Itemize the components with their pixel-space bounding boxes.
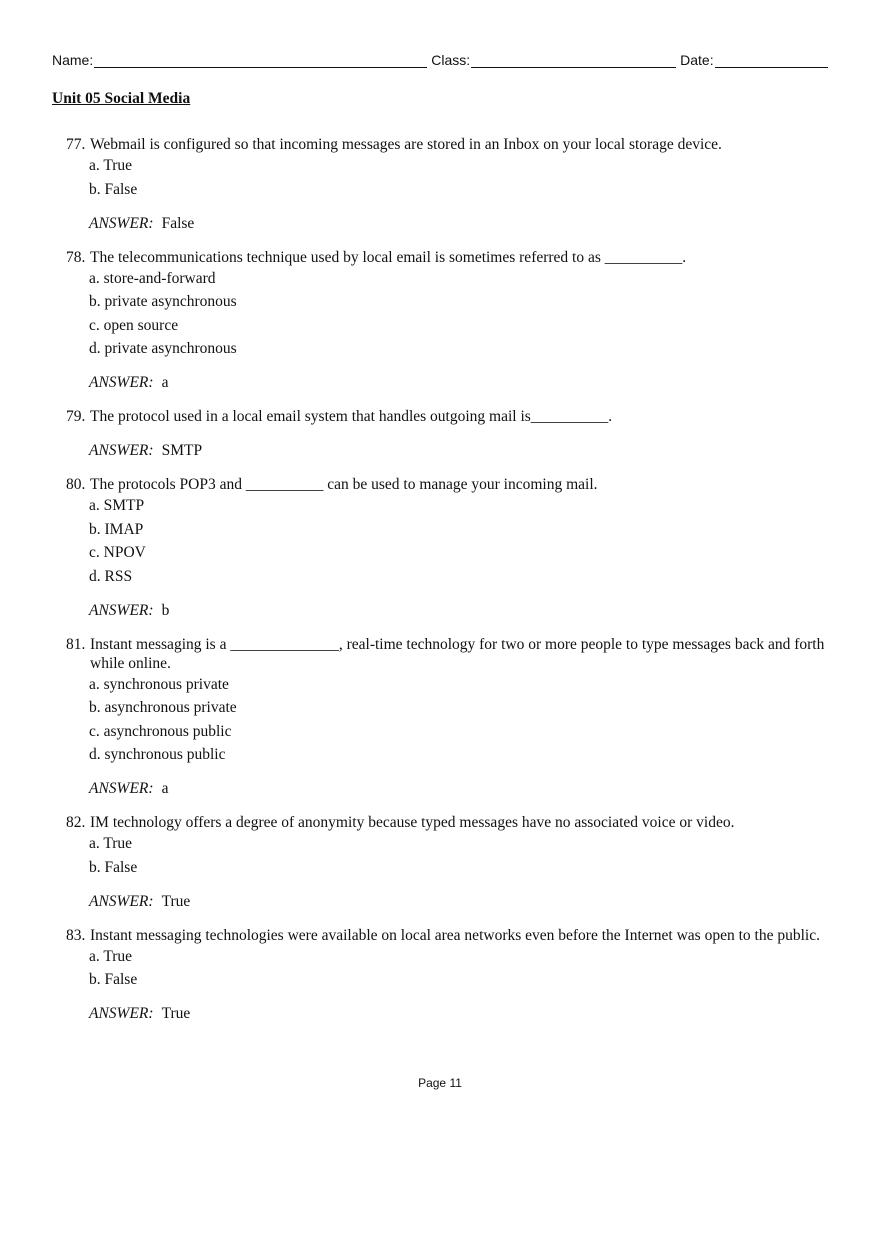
- answer-choice[interactable]: c. open source: [89, 316, 179, 334]
- question-83: [66, 926, 826, 1024]
- question-number: 81.: [66, 635, 86, 653]
- answer-choice[interactable]: b. asynchronous private: [89, 699, 237, 716]
- name-label: Name:: [52, 52, 94, 68]
- question-stem: [66, 926, 826, 945]
- answer-choice[interactable]: b. False: [89, 180, 138, 198]
- answer-choice[interactable]: a. SMTP: [89, 497, 145, 514]
- question-text: The protocols POP3 and __________ can be used to manage your incoming mail.: [90, 476, 598, 493]
- question-number: 79.: [66, 408, 86, 425]
- answer-choice[interactable]: d. synchronous public: [89, 746, 226, 763]
- question-number: 82.: [66, 814, 86, 831]
- answer-choices: [89, 834, 826, 877]
- question-text: Webmail is configured so that incoming messages are stored in an Inbox on your local storage device.: [90, 136, 722, 153]
- answer-choices: [89, 947, 826, 990]
- answer-choice[interactable]: a. True: [89, 947, 133, 965]
- answer-choice[interactable]: a. True: [89, 157, 133, 174]
- name-field-line[interactable]: [94, 53, 427, 68]
- date-field-line[interactable]: [715, 53, 828, 68]
- answer-choice[interactable]: a. store-and-forward: [89, 269, 216, 287]
- answer-choices: [89, 496, 826, 586]
- answer-key: [89, 1004, 826, 1023]
- answer-label: ANSWER:: [89, 214, 154, 232]
- question-text: IM technology offers a degree of anonymity because typed messages have no associated voice or video.: [90, 814, 735, 831]
- question-number: 77.: [66, 136, 86, 153]
- question-text: Instant messaging is a ______________, real-time technology for two or more people to type messages back and forth while online.: [90, 635, 825, 672]
- class-field-line[interactable]: [471, 53, 676, 68]
- question-stem: [66, 635, 826, 673]
- answer-choice[interactable]: c. asynchronous public: [89, 722, 232, 740]
- answer-label: ANSWER:: [89, 442, 154, 459]
- answer-choice[interactable]: b. False: [89, 858, 138, 876]
- answer-choices: [89, 156, 826, 199]
- answer-value: b: [161, 601, 170, 619]
- question-81: [66, 635, 826, 799]
- answer-value: True: [161, 892, 191, 910]
- answer-choice[interactable]: a. True: [89, 835, 133, 852]
- answer-choice[interactable]: d. private asynchronous: [89, 340, 237, 357]
- unit-title: Unit 05 Social Media: [52, 90, 191, 107]
- answer-label: ANSWER:: [89, 780, 154, 797]
- question-77: [66, 135, 826, 233]
- answer-label: ANSWER:: [89, 374, 154, 391]
- answer-key: [89, 214, 826, 233]
- question-number: 80.: [66, 476, 86, 493]
- answer-key: [89, 779, 826, 798]
- answer-key: [89, 601, 826, 620]
- question-number: 78.: [66, 248, 86, 266]
- question-79: [66, 407, 826, 460]
- question-stem: [66, 813, 826, 832]
- answer-value: a: [161, 374, 169, 391]
- answer-choice[interactable]: d. RSS: [89, 567, 133, 585]
- answer-choice[interactable]: c. NPOV: [89, 544, 146, 561]
- answer-value: False: [161, 214, 195, 232]
- page-number: Page 11: [418, 1076, 462, 1090]
- class-label: Class:: [431, 52, 471, 68]
- question-text: Instant messaging technologies were available on local area networks even before the Internet was open to the public.: [90, 926, 820, 944]
- answer-label: ANSWER:: [89, 601, 154, 619]
- answer-key: [89, 373, 826, 392]
- question-stem: [66, 135, 826, 154]
- student-info-header: [52, 52, 830, 68]
- answer-choices: [89, 269, 826, 359]
- question-text: The telecommunications technique used by local email is sometimes referred to as __________.: [90, 248, 687, 266]
- question-stem: [66, 407, 826, 426]
- answer-key: [89, 892, 826, 911]
- question-list: [66, 135, 826, 1023]
- answer-label: ANSWER:: [89, 892, 154, 910]
- answer-label: ANSWER:: [89, 1005, 154, 1022]
- question-stem: [66, 248, 826, 267]
- answer-value: True: [161, 1005, 191, 1022]
- question-stem: [66, 475, 826, 494]
- question-82: [66, 813, 826, 911]
- answer-choice[interactable]: b. private asynchronous: [89, 293, 237, 310]
- answer-key: [89, 441, 826, 460]
- answer-choices: [89, 675, 826, 765]
- answer-choice[interactable]: a. synchronous private: [89, 675, 229, 693]
- question-text: The protocol used in a local email system that handles outgoing mail is__________.: [90, 408, 613, 425]
- answer-choice[interactable]: b. IMAP: [89, 520, 144, 538]
- answer-value: a: [161, 780, 169, 797]
- answer-value: SMTP: [161, 442, 203, 459]
- date-label: Date:: [680, 52, 714, 68]
- question-80: [66, 475, 826, 620]
- answer-choice[interactable]: b. False: [89, 971, 138, 988]
- question-78: [66, 248, 826, 393]
- question-number: 83.: [66, 926, 86, 944]
